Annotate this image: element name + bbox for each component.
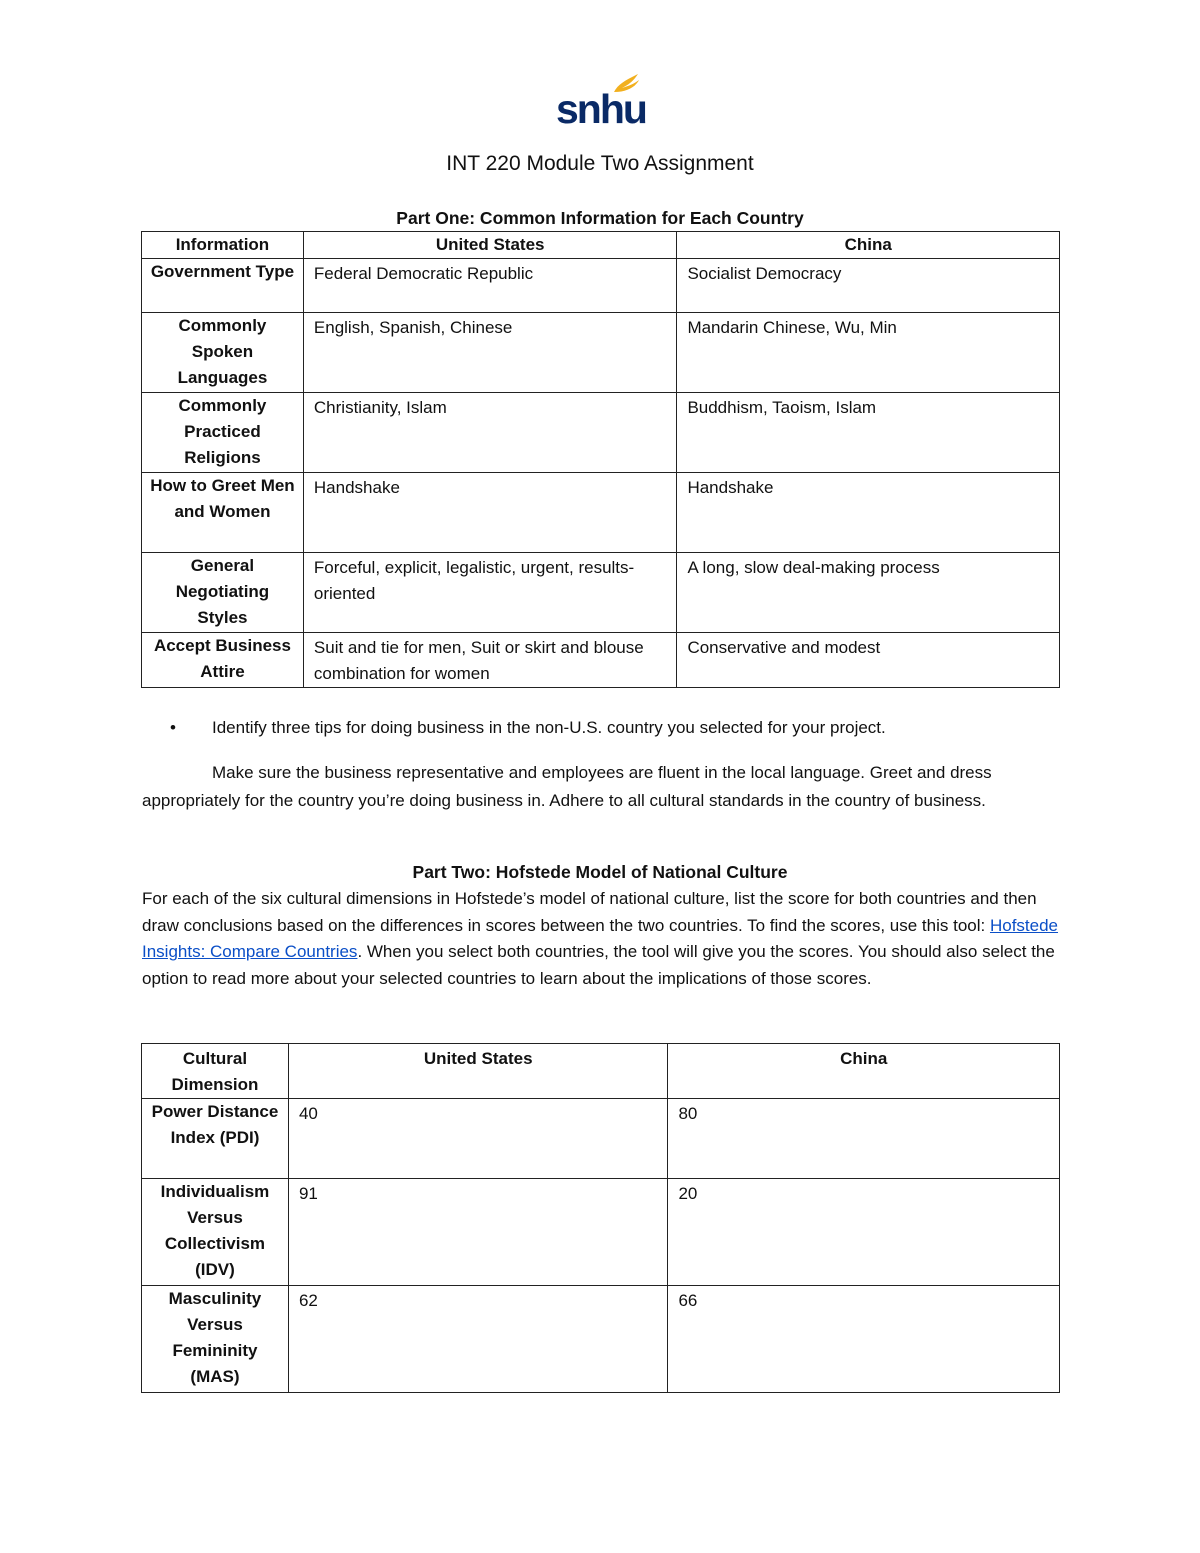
- china-value: Conservative and modest: [677, 633, 1060, 688]
- row-label: How to Greet Men and Women: [142, 473, 304, 553]
- us-value: English, Spanish, Chinese: [303, 313, 677, 393]
- row-label: Commonly Practiced Religions: [142, 393, 304, 473]
- page-title: INT 220 Module Two Assignment: [446, 152, 754, 175]
- us-score: 62: [288, 1286, 668, 1393]
- us-value: Federal Democratic Republic: [303, 259, 677, 313]
- china-value: Buddhism, Taoism, Islam: [677, 393, 1060, 473]
- column-header: Cultural Dimension: [142, 1044, 289, 1099]
- table-row: [142, 473, 1060, 553]
- us-value: Handshake: [303, 473, 677, 553]
- intro-text-end: . When you select both countries, the tool will give you the scores. You should also select the option to read more about your selected countries to learn about the implications of those scores.: [142, 942, 1055, 988]
- column-header: Information: [142, 232, 304, 259]
- tips-answer-text: Make sure the business representative and employees are fluent in the local language. Greet and dress appropriately for the country you’re doing business in. Adhere to all cultural standards in the country of business.: [142, 763, 992, 810]
- china-value: Handshake: [677, 473, 1060, 553]
- china-value: A long, slow deal-making process: [677, 553, 1060, 633]
- table-header-row: [142, 232, 1060, 259]
- row-label: Commonly Spoken Languages: [142, 313, 304, 393]
- tips-answer: [142, 759, 1062, 815]
- row-label: General Negotiating Styles: [142, 553, 304, 633]
- table-row: [142, 313, 1060, 393]
- table-row: [142, 1286, 1060, 1393]
- china-value: Mandarin Chinese, Wu, Min: [677, 313, 1060, 393]
- table-row: [142, 259, 1060, 313]
- part-one-heading: Part One: Common Information for Each Country: [396, 208, 804, 228]
- china-score: 80: [668, 1099, 1060, 1179]
- snhu-logo: [556, 72, 646, 136]
- hofstede-compare-link[interactable]: Hofstede Insights: Compare Countries: [142, 915, 1059, 961]
- bullet-icon: •: [170, 718, 176, 737]
- table-row: [142, 1099, 1060, 1179]
- column-header: China: [668, 1044, 1060, 1099]
- part-two-heading: Part Two: Hofstede Model of National Culture: [412, 862, 788, 882]
- us-score: 40: [288, 1099, 668, 1179]
- logo-wordmark: snhu: [556, 86, 646, 132]
- us-value: Forceful, explicit, legalistic, urgent, results-oriented: [303, 553, 677, 633]
- row-label: Accept Business Attire: [142, 633, 304, 688]
- row-label: Individualism Versus Collectivism (IDV): [142, 1179, 289, 1286]
- tips-prompt-text: Identify three tips for doing business in the non-U.S. country you selected for your project.: [212, 718, 886, 737]
- table-row: [142, 393, 1060, 473]
- table-row: [142, 1179, 1060, 1286]
- column-header: China: [677, 232, 1060, 259]
- country-info-table: [141, 231, 1060, 688]
- hofstede-scores-table: [141, 1043, 1060, 1393]
- part-two-intro: [142, 886, 1062, 992]
- table-row: [142, 633, 1060, 688]
- row-label: Government Type: [142, 259, 304, 313]
- intro-text-start: For each of the six cultural dimensions in Hofstede’s model of national culture, list the score for both countries and then draw conclusions based on the differences in scores between the two countries. To find the scores, use this tool:: [142, 889, 1037, 935]
- china-score: 20: [668, 1179, 1060, 1286]
- row-label: Power Distance Index (PDI): [142, 1099, 289, 1179]
- table-row: [142, 553, 1060, 633]
- china-score: 66: [668, 1286, 1060, 1393]
- row-label: Masculinity Versus Femininity (MAS): [142, 1286, 289, 1393]
- table-header-row: [142, 1044, 1060, 1099]
- us-value: Christianity, Islam: [303, 393, 677, 473]
- china-value: Socialist Democracy: [677, 259, 1060, 313]
- us-score: 91: [288, 1179, 668, 1286]
- us-value: Suit and tie for men, Suit or skirt and blouse combination for women: [303, 633, 677, 688]
- column-header: United States: [288, 1044, 668, 1099]
- column-header: United States: [303, 232, 677, 259]
